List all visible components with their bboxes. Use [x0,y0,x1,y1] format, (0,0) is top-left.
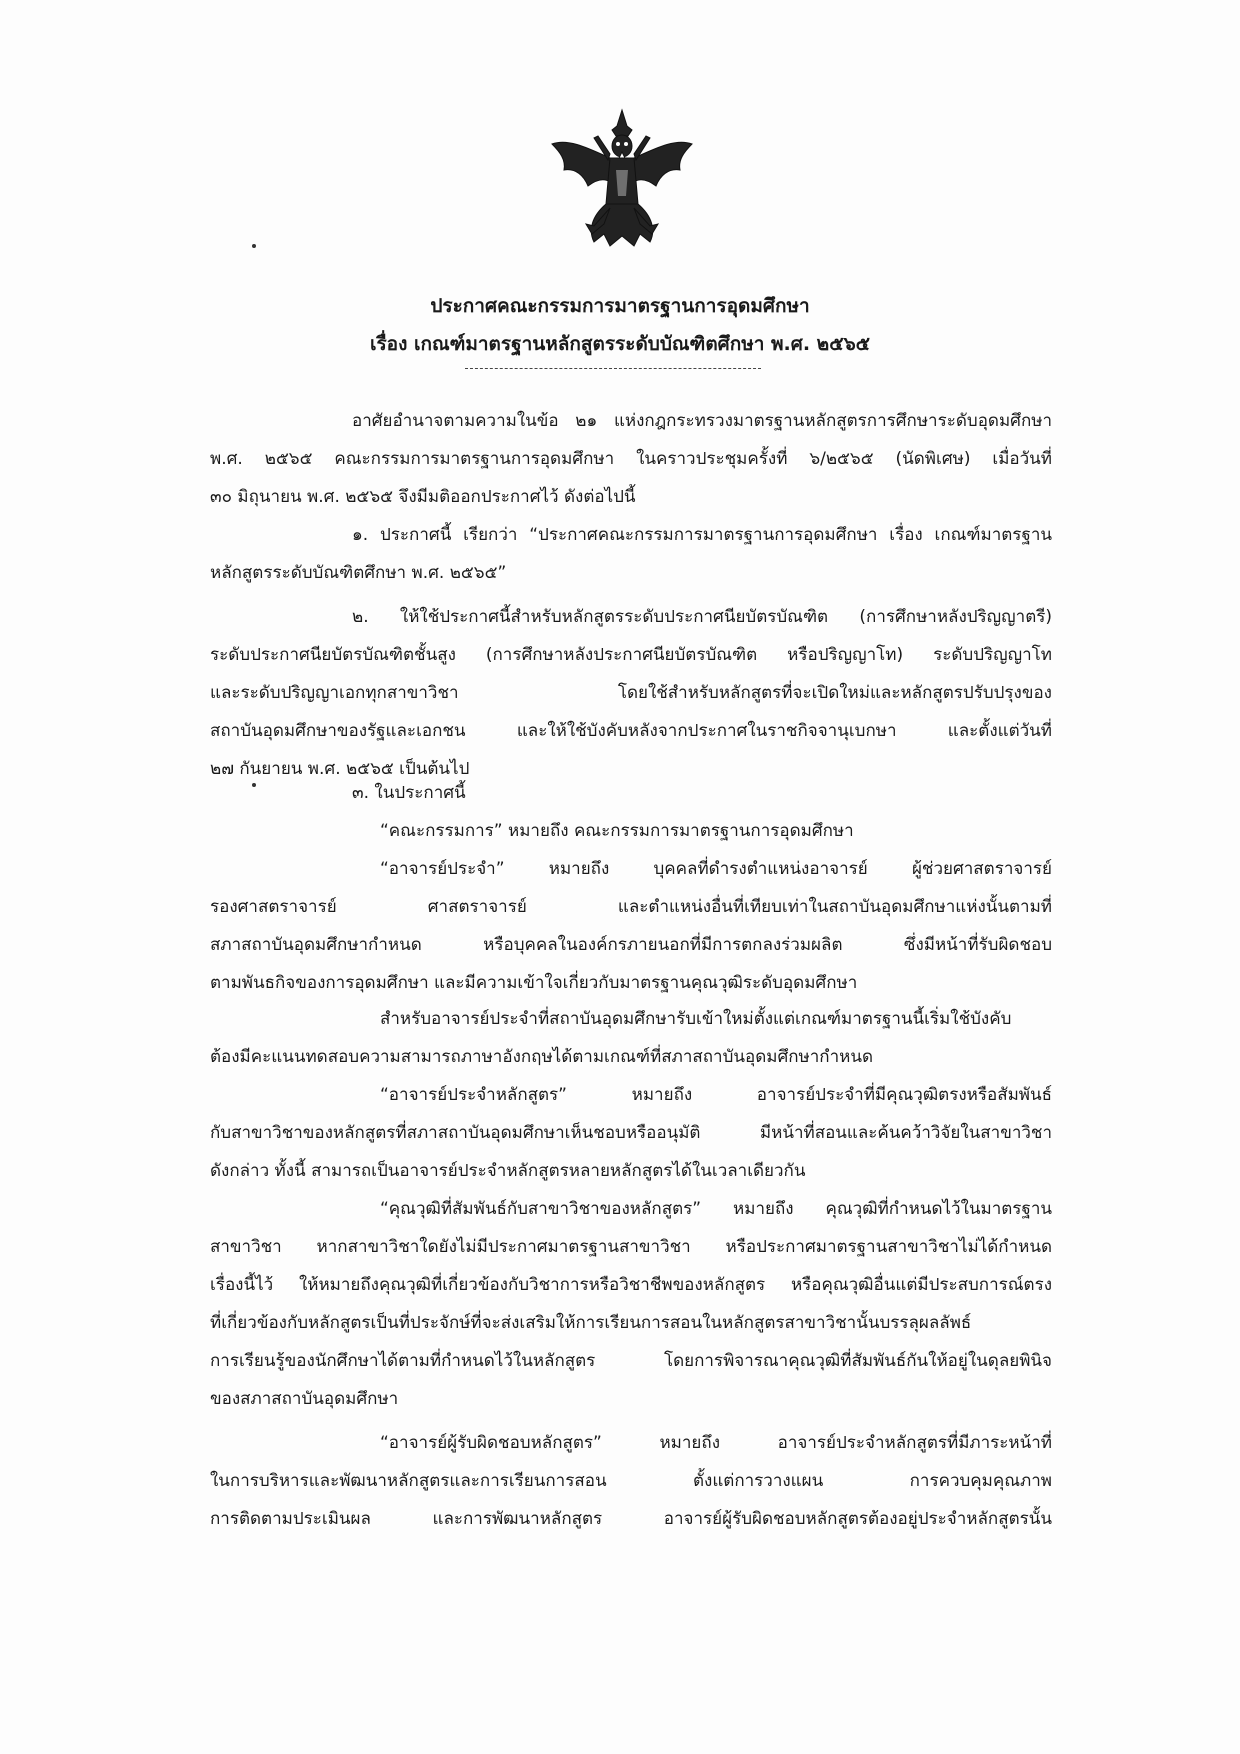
paragraph-line: ต้องมีคะแนนทดสอบความสามารถภาษาอังกฤษได้ตามเกณฑ์ที่สภาสถาบันอุดมศึกษากำหนด [210,1047,873,1067]
title-divider [465,368,761,369]
paragraph-line: กับสาขาวิชาของหลักสูตรที่สภาสถาบันอุดมศึกษาเห็นชอบหรืออนุมัติ มีหน้าที่สอนและค้นคว้าวิจัยในสาขาวิชา [210,1123,1052,1143]
paragraph-line: “คุณวุฒิที่สัมพันธ์กับสาขาวิชาของหลักสูตร” หมายถึง คุณวุฒิที่กำหนดไว้ในมาตรฐาน [380,1199,1052,1219]
paragraph-line: “คณะกรรมการ” หมายถึง คณะกรรมการมาตรฐานการอุดมศึกษา [380,821,854,841]
paragraph-line: การติดตามประเมินผล และการพัฒนาหลักสูตร อาจารย์ผู้รับผิดชอบหลักสูตรต้องอยู่ประจำหลักสูตรนั้น [210,1509,1052,1529]
paragraph-line: ๒. ให้ใช้ประกาศนี้สำหรับหลักสูตรระดับประกาศนียบัตรบัณฑิต (การศึกษาหลังปริญญาตรี) [352,607,1052,627]
paragraph-line: “อาจารย์ผู้รับผิดชอบหลักสูตร” หมายถึง อาจารย์ประจำหลักสูตรที่มีภาระหน้าที่ [380,1433,1052,1453]
paragraph-line: ๓๐ มิถุนายน พ.ศ. ๒๕๖๕ จึงมีมติออกประกาศไว้ ดังต่อไปนี้ [210,487,636,507]
document-subject: เรื่อง เกณฑ์มาตรฐานหลักสูตรระดับบัณฑิตศึกษา พ.ศ. ๒๕๖๕ [369,333,871,355]
paragraph-line: เรื่องนี้ไว้ ให้หมายถึงคุณวุฒิที่เกี่ยวข้องกับวิชาการหรือวิชาชีพของหลักสูตร หรือคุณวุฒิอื่นแต่มีประสบการณ์ตรง [210,1275,1052,1295]
paragraph-line: อาศัยอำนาจตามความในข้อ ๒๑ แห่งกฎกระทรวงมาตรฐานหลักสูตรการศึกษาระดับอุดมศึกษา [352,411,1052,431]
paragraph-line: พ.ศ. ๒๕๖๕ คณะกรรมการมาตรฐานการอุดมศึกษา ในคราวประชุมครั้งที่ ๖/๒๕๖๕ (นัดพิเศษ) เมื่อวันที่ [210,449,1052,469]
paragraph-line: ๒๗ กันยายน พ.ศ. ๒๕๖๕ เป็นต้นไป [210,759,470,779]
document-title: ประกาศคณะกรรมการมาตรฐานการอุดมศึกษา [430,295,810,317]
paragraph-line: ๓. ในประกาศนี้ [352,783,466,803]
paragraph-line: ๑. ประกาศนี้ เรียกว่า “ประกาศคณะกรรมการมาตรฐานการอุดมศึกษา เรื่อง เกณฑ์มาตรฐาน [352,525,1052,545]
paragraph-line: สถาบันอุดมศึกษาของรัฐและเอกชน และให้ใช้บังคับหลังจากประกาศในราชกิจจานุเบกษา และตั้งแต่วันที่ [210,721,1052,741]
paragraph-line: สำหรับอาจารย์ประจำที่สถาบันอุดมศึกษารับเข้าใหม่ตั้งแต่เกณฑ์มาตรฐานนี้เริ่มใช้บังคับ [380,1009,1012,1029]
paragraph-line: ในการบริหารและพัฒนาหลักสูตรและการเรียนการสอน ตั้งแต่การวางแผน การควบคุมคุณภาพ [210,1471,1052,1491]
paragraph-line: สภาสถาบันอุดมศึกษากำหนด หรือบุคคลในองค์กรภายนอกที่มีการตกลงร่วมผลิต ซึ่งมีหน้าที่รับผิดชอบ [210,935,1052,955]
paragraph-line: และระดับปริญญาเอกทุกสาขาวิชา โดยใช้สำหรับหลักสูตรที่จะเปิดใหม่และหลักสูตรปรับปรุงของ [210,683,1052,703]
paragraph-line: หลักสูตรระดับบัณฑิตศึกษา พ.ศ. ๒๕๖๕” [210,563,507,583]
paragraph-line: ดังกล่าว ทั้งนี้ สามารถเป็นอาจารย์ประจำหลักสูตรหลายหลักสูตรได้ในเวลาเดียวกัน [210,1161,806,1181]
paragraph-line: การเรียนรู้ของนักศึกษาได้ตามที่กำหนดไว้ในหลักสูตร โดยการพิจารณาคุณวุฒิที่สัมพันธ์กันให้อยู่ในดุลยพินิจ [210,1351,1052,1371]
paragraph-line: ระดับประกาศนียบัตรบัณฑิตชั้นสูง (การศึกษาหลังประกาศนียบัตรบัณฑิต หรือปริญญาโท) ระดับปริญญาโท [210,645,1052,665]
paragraph-line: ของสภาสถาบันอุดมศึกษา [210,1389,399,1409]
paragraph-line: “อาจารย์ประจำหลักสูตร” หมายถึง อาจารย์ประจำที่มีคุณวุฒิตรงหรือสัมพันธ์ [380,1085,1052,1105]
garuda-emblem-icon [548,108,696,256]
paragraph-line: ที่เกี่ยวข้องกับหลักสูตรเป็นที่ประจักษ์ที่จะส่งเสริมให้การเรียนการสอนในหลักสูตรสาขาวิชานั้นบรรลุผลลัพธ์ [210,1313,972,1333]
paragraph-line: รองศาสตราจารย์ ศาสตราจารย์ และตำแหน่งอื่นที่เทียบเท่าในสถาบันอุดมศึกษาแห่งนั้นตามที่ [210,897,1052,917]
paragraph-line: สาขาวิชา หากสาขาวิชาใดยังไม่มีประกาศมาตรฐานสาขาวิชา หรือประกาศมาตรฐานสาขาวิชาไม่ได้กำหนด [210,1237,1052,1257]
scan-dot [252,244,256,248]
paragraph-line: “อาจารย์ประจำ” หมายถึง บุคคลที่ดำรงตำแหน่งอาจารย์ ผู้ช่วยศาสตราจารย์ [380,859,1052,879]
paragraph-line: ตามพันธกิจของการอุดมศึกษา และมีความเข้าใจเกี่ยวกับมาตรฐานคุณวุฒิระดับอุดมศึกษา [210,973,858,993]
